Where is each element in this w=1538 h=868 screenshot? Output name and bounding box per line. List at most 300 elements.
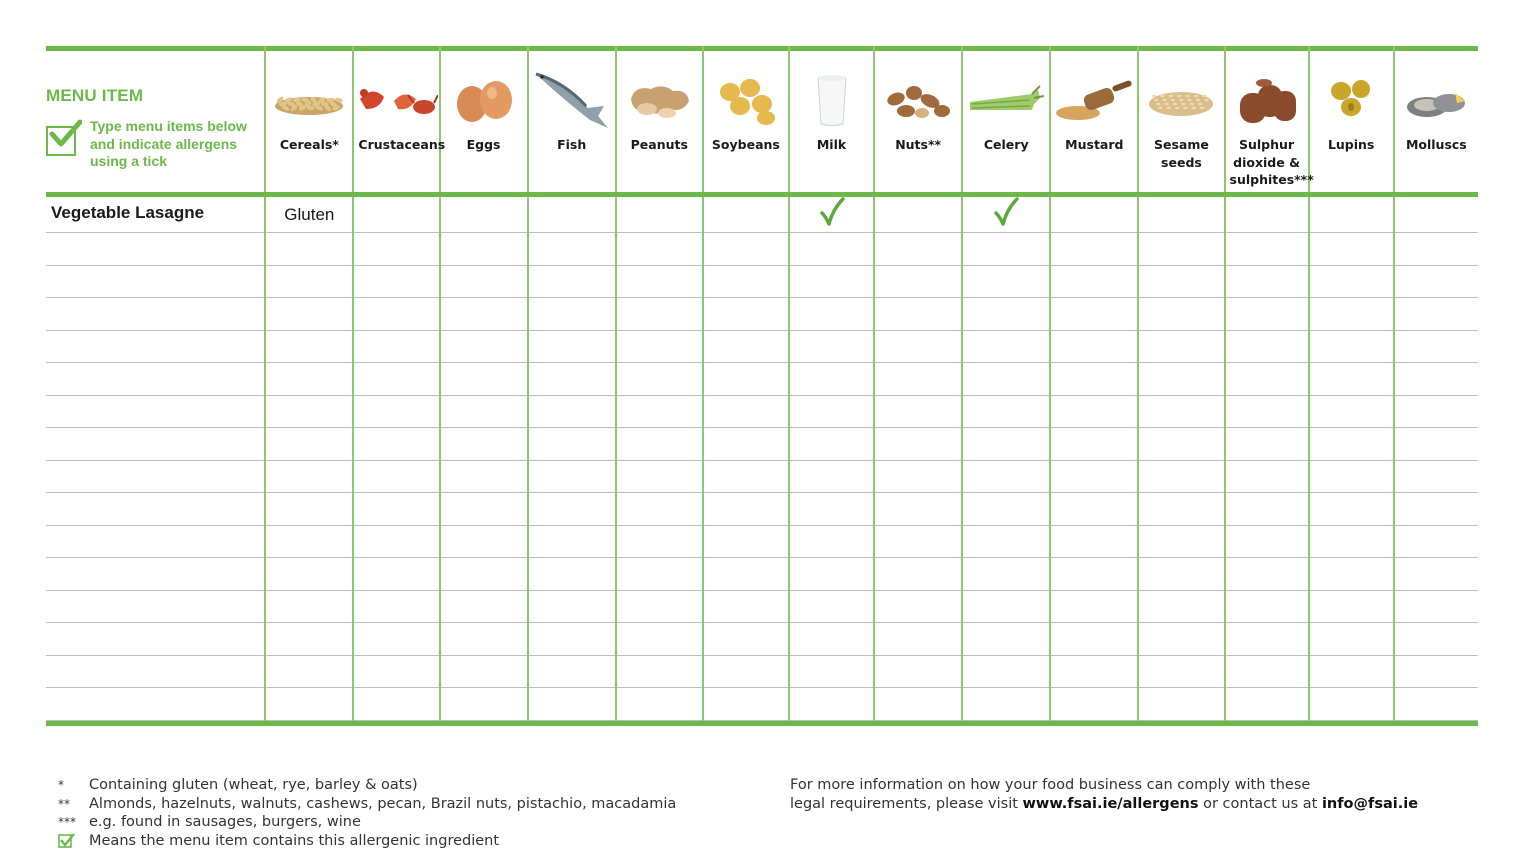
allergen-cell[interactable] [874, 298, 962, 331]
allergen-cell[interactable] [1050, 197, 1138, 233]
allergen-cell[interactable] [1394, 428, 1478, 461]
allergen-cell[interactable] [1225, 298, 1309, 331]
allergen-cell[interactable] [1138, 688, 1224, 721]
allergen-cell[interactable] [1138, 233, 1224, 266]
allergen-cell[interactable] [874, 233, 962, 266]
table-row [46, 623, 1478, 656]
allergen-cell[interactable] [1225, 623, 1309, 656]
allergen-label: Crustaceans [358, 137, 446, 152]
allergen-cell[interactable] [353, 460, 439, 493]
allergen-cell[interactable] [353, 655, 439, 688]
menu-item-cell[interactable] [46, 623, 265, 656]
allergen-cell[interactable] [1394, 493, 1478, 526]
allergen-cell[interactable] [528, 525, 616, 558]
allergen-header [703, 46, 789, 192]
allergen-cell[interactable] [1309, 395, 1394, 428]
allergen-cell[interactable] [789, 655, 874, 688]
allergen-cell[interactable] [1138, 330, 1224, 363]
allergen-cell[interactable] [874, 558, 962, 591]
allergen-cell[interactable] [1138, 655, 1224, 688]
allergen-cell[interactable] [1394, 460, 1478, 493]
allergen-cell[interactable] [528, 623, 616, 656]
allergen-label: Cereals* [279, 137, 339, 152]
allergen-cell[interactable] [1394, 363, 1478, 396]
menu-item-cell[interactable] [46, 688, 265, 721]
allergen-cell[interactable] [1309, 428, 1394, 461]
allergen-cell[interactable] [874, 363, 962, 396]
allergen-cell[interactable] [789, 688, 874, 721]
allergen-cell[interactable] [962, 330, 1050, 363]
allergen-cell[interactable] [440, 233, 528, 266]
menu-item-cell[interactable] [46, 363, 265, 396]
allergen-cell[interactable] [1309, 460, 1394, 493]
allergen-cell[interactable] [265, 590, 353, 623]
allergen-cell[interactable] [874, 525, 962, 558]
allergen-cell[interactable] [703, 330, 789, 363]
allergen-label: Mustard [1065, 137, 1124, 152]
allergen-cell[interactable] [616, 395, 703, 428]
allergen-cell[interactable] [1225, 460, 1309, 493]
allergen-cell[interactable] [1225, 363, 1309, 396]
allergen-cell[interactable] [1138, 590, 1224, 623]
table-row [46, 363, 1478, 396]
email-link[interactable]: info@fsai.ie [1321, 796, 1419, 812]
allergen-cell[interactable] [1138, 493, 1224, 526]
allergen-header [789, 46, 874, 192]
allergen-cell[interactable] [1309, 363, 1394, 396]
allergen-cell[interactable] [528, 558, 616, 591]
allergen-table [46, 46, 1478, 726]
allergen-cell[interactable] [265, 330, 353, 363]
allergen-cell[interactable] [874, 330, 962, 363]
sesame-icon [1139, 70, 1223, 132]
allergen-cell[interactable] [440, 558, 528, 591]
allergen-cell[interactable]: Gluten [265, 197, 353, 233]
footnote-mark: *** [58, 815, 76, 830]
allergen-cell[interactable] [528, 197, 616, 233]
allergen-cell[interactable] [528, 395, 616, 428]
table-row [46, 197, 1478, 233]
allergen-cell[interactable] [1309, 655, 1394, 688]
allergen-label: Molluscs [1405, 137, 1467, 152]
allergen-cell[interactable] [440, 395, 528, 428]
allergen-cell[interactable] [528, 298, 616, 331]
allergen-cell[interactable] [1225, 197, 1309, 233]
allergen-cell[interactable] [353, 233, 439, 266]
allergen-cell[interactable] [440, 363, 528, 396]
allergen-cell[interactable] [962, 428, 1050, 461]
footnote [58, 813, 676, 832]
allergen-cell[interactable] [528, 655, 616, 688]
allergen-cell[interactable] [440, 197, 528, 233]
allergen-header [1050, 46, 1138, 192]
allergen-cell[interactable] [616, 233, 703, 266]
allergen-cell[interactable] [874, 428, 962, 461]
allergen-cell[interactable] [353, 590, 439, 623]
menu-item-cell[interactable] [46, 330, 265, 363]
allergen-cell[interactable] [1050, 460, 1138, 493]
menu-item-cell[interactable]: Vegetable Lasagne [46, 197, 265, 233]
allergen-cell[interactable] [1050, 233, 1138, 266]
table-row [46, 655, 1478, 688]
allergen-cell[interactable] [1050, 493, 1138, 526]
allergen-cell[interactable] [528, 590, 616, 623]
allergen-cell[interactable] [1050, 428, 1138, 461]
allergen-cell[interactable] [789, 233, 874, 266]
allergen-cell[interactable] [440, 590, 528, 623]
allergen-cell[interactable] [1394, 233, 1478, 266]
allergen-header [353, 46, 446, 192]
allergen-header [1225, 46, 1314, 192]
allergen-label: Nuts** [895, 137, 942, 152]
allergen-cell[interactable] [353, 330, 439, 363]
allergen-cell[interactable] [962, 395, 1050, 428]
allergen-cell[interactable] [874, 460, 962, 493]
tick-icon[interactable] [962, 197, 1050, 233]
allergen-cell[interactable] [1050, 363, 1138, 396]
celery-icon [963, 70, 1049, 132]
footnote [58, 776, 676, 795]
allergen-cell[interactable] [528, 330, 616, 363]
menu-item-cell[interactable] [46, 298, 265, 331]
allergen-cell[interactable] [440, 330, 528, 363]
allergen-cell[interactable] [789, 330, 874, 363]
info-line-2 [790, 795, 1418, 814]
allergen-cell[interactable] [703, 395, 789, 428]
allergen-cell[interactable] [265, 655, 353, 688]
allergen-cell[interactable] [616, 363, 703, 396]
info-line-1: For more information on how your food business can comply with these [790, 777, 1311, 793]
allergen-cell[interactable] [353, 363, 439, 396]
menu-item-cell[interactable] [46, 428, 265, 461]
allergen-header [440, 46, 528, 192]
allergen-cell[interactable] [1050, 623, 1138, 656]
allergen-cell[interactable] [789, 265, 874, 298]
allergen-cell[interactable] [962, 655, 1050, 688]
allergen-cell[interactable] [616, 688, 703, 721]
allergen-cell[interactable] [440, 655, 528, 688]
milk-icon [790, 70, 873, 132]
allergen-cell[interactable] [1050, 298, 1138, 331]
allergen-cell[interactable] [1138, 197, 1224, 233]
allergen-cell[interactable] [703, 558, 789, 591]
table-row [46, 330, 1478, 363]
allergen-cell[interactable] [1138, 558, 1224, 591]
allergen-cell[interactable] [353, 558, 439, 591]
allergen-cell[interactable] [265, 688, 353, 721]
allergen-cell[interactable] [1225, 688, 1309, 721]
allergen-cell[interactable] [1309, 265, 1394, 298]
allergen-cell[interactable] [962, 460, 1050, 493]
allergen-cell[interactable] [1050, 558, 1138, 591]
allergen-cell[interactable] [440, 265, 528, 298]
menu-item-cell[interactable] [46, 265, 265, 298]
allergen-cell[interactable] [1138, 395, 1224, 428]
menu-item-cell[interactable] [46, 558, 265, 591]
allergen-cell[interactable] [1050, 655, 1138, 688]
allergen-cell[interactable] [528, 688, 616, 721]
footnote [58, 832, 676, 854]
allergen-cell[interactable] [1309, 558, 1394, 591]
mustard-icon [1051, 70, 1137, 132]
allergen-cell[interactable] [1138, 460, 1224, 493]
allergen-cell[interactable] [1050, 525, 1138, 558]
allergen-cell[interactable] [353, 623, 439, 656]
allergen-cell[interactable] [265, 233, 353, 266]
allergen-cell[interactable] [1309, 298, 1394, 331]
website-link[interactable]: www.fsai.ie/allergens [1022, 796, 1199, 812]
allergen-cell[interactable] [703, 363, 789, 396]
tick-box-icon [46, 118, 78, 154]
allergen-cell[interactable] [1225, 265, 1309, 298]
allergen-cell[interactable] [1309, 590, 1394, 623]
footnote-text: Containing gluten (wheat, rye, barley & oats) [89, 777, 418, 793]
allergen-cell[interactable] [703, 688, 789, 721]
allergen-cell[interactable] [1138, 623, 1224, 656]
allergen-cell[interactable] [703, 493, 789, 526]
allergen-cell[interactable] [789, 525, 874, 558]
allergen-cell[interactable] [874, 688, 962, 721]
allergen-cell[interactable] [1394, 330, 1478, 363]
allergen-cell[interactable] [1225, 558, 1309, 591]
allergen-cell[interactable] [1225, 493, 1309, 526]
menu-item-cell[interactable] [46, 493, 265, 526]
allergen-cell[interactable] [440, 688, 528, 721]
allergen-cell[interactable] [789, 460, 874, 493]
allergen-cell[interactable] [616, 558, 703, 591]
allergen-cell[interactable] [1138, 525, 1224, 558]
menu-item-cell[interactable] [46, 395, 265, 428]
allergen-cell[interactable] [874, 590, 962, 623]
allergen-cell[interactable] [616, 460, 703, 493]
allergen-cell[interactable] [703, 265, 789, 298]
allergen-cell[interactable] [962, 688, 1050, 721]
allergen-cell[interactable] [616, 428, 703, 461]
allergen-cell[interactable] [874, 623, 962, 656]
allergen-cell[interactable] [616, 265, 703, 298]
allergen-cell[interactable] [528, 233, 616, 266]
table-row [46, 298, 1478, 331]
menu-item-cell[interactable] [46, 655, 265, 688]
allergen-cell[interactable] [789, 428, 874, 461]
allergen-cell[interactable] [1050, 265, 1138, 298]
allergen-cell[interactable] [616, 197, 703, 233]
info-text-part: or contact us at [1198, 796, 1322, 812]
allergen-label: Sulphur dioxide & sulphites*** [1229, 137, 1314, 187]
menu-item-cell[interactable] [46, 590, 265, 623]
allergen-label: Fish [557, 137, 587, 152]
allergen-cell[interactable] [703, 298, 789, 331]
allergen-cell[interactable] [265, 395, 353, 428]
allergen-cell[interactable] [1050, 688, 1138, 721]
allergen-cell[interactable] [1050, 590, 1138, 623]
crustaceans-icon [354, 70, 438, 132]
menu-item-cell[interactable] [46, 233, 265, 266]
allergen-cell[interactable] [353, 395, 439, 428]
allergen-cell[interactable] [874, 197, 962, 233]
allergen-cell[interactable] [1394, 197, 1478, 233]
instruction-text: Type menu items below and indicate allergens using a tick [90, 118, 247, 169]
allergen-label: Lupins [1327, 137, 1375, 152]
allergen-cell[interactable] [703, 623, 789, 656]
allergen-cell[interactable] [616, 493, 703, 526]
allergen-cell[interactable] [789, 363, 874, 396]
allergen-cell[interactable] [440, 525, 528, 558]
nuts-icon [875, 70, 961, 132]
allergen-cell[interactable] [265, 558, 353, 591]
allergen-cell[interactable] [1225, 330, 1309, 363]
allergen-cell[interactable] [616, 655, 703, 688]
allergen-cell[interactable] [1309, 525, 1394, 558]
oysters-icon [1395, 70, 1478, 132]
allergen-cell[interactable] [353, 265, 439, 298]
allergen-cell[interactable] [1394, 265, 1478, 298]
allergen-cell[interactable] [528, 363, 616, 396]
allergen-cell[interactable] [1225, 233, 1309, 266]
allergen-cell[interactable] [265, 428, 353, 461]
allergen-label: Milk [816, 137, 847, 152]
table-row [46, 265, 1478, 298]
allergen-cell[interactable] [440, 428, 528, 461]
allergen-cell[interactable] [789, 558, 874, 591]
allergen-cell[interactable] [353, 298, 439, 331]
allergen-cell[interactable] [789, 493, 874, 526]
allergen-cell[interactable] [440, 493, 528, 526]
allergen-cell[interactable] [616, 590, 703, 623]
allergen-cell[interactable] [265, 623, 353, 656]
allergen-cell[interactable] [1225, 655, 1309, 688]
allergen-cell[interactable] [1309, 233, 1394, 266]
allergen-cell[interactable] [703, 197, 789, 233]
allergen-cell[interactable] [1138, 298, 1224, 331]
allergen-header [874, 46, 962, 192]
allergen-cell[interactable] [962, 298, 1050, 331]
allergen-cell[interactable] [703, 655, 789, 688]
menu-item-header [46, 46, 265, 192]
allergen-cell[interactable] [616, 330, 703, 363]
instruction [46, 118, 264, 171]
table-row [46, 493, 1478, 526]
menu-item-cell[interactable] [46, 525, 265, 558]
allergen-chart [46, 46, 1478, 726]
allergen-cell[interactable] [1225, 428, 1309, 461]
allergen-cell[interactable] [1138, 428, 1224, 461]
allergen-cell[interactable] [528, 493, 616, 526]
table-row [46, 590, 1478, 623]
allergen-cell[interactable] [353, 493, 439, 526]
menu-rows [46, 197, 1478, 720]
allergen-cell[interactable] [874, 265, 962, 298]
allergen-cell[interactable] [1394, 688, 1478, 721]
allergen-cell[interactable] [265, 525, 353, 558]
allergen-cell[interactable] [1309, 493, 1394, 526]
footnote-mark: * [58, 778, 64, 792]
allergen-cell[interactable] [528, 265, 616, 298]
allergen-cell[interactable] [962, 590, 1050, 623]
allergen-cell[interactable] [353, 688, 439, 721]
allergen-cell[interactable] [1394, 395, 1478, 428]
lupins-icon [1310, 70, 1393, 132]
allergen-cell[interactable] [1394, 525, 1478, 558]
allergen-cell[interactable] [703, 525, 789, 558]
allergen-cell[interactable] [703, 460, 789, 493]
allergen-cell[interactable] [1394, 558, 1478, 591]
allergen-cell[interactable] [440, 623, 528, 656]
allergen-cell[interactable] [353, 428, 439, 461]
allergen-cell[interactable] [1309, 623, 1394, 656]
allergen-cell[interactable] [962, 525, 1050, 558]
allergen-cell[interactable] [265, 298, 353, 331]
info-text [790, 776, 1418, 814]
allergen-cell[interactable] [1138, 363, 1224, 396]
allergen-cell[interactable] [616, 298, 703, 331]
allergen-cell[interactable] [1394, 298, 1478, 331]
allergen-cell[interactable] [616, 623, 703, 656]
allergen-cell[interactable] [789, 590, 874, 623]
allergen-cell[interactable] [1309, 197, 1394, 233]
allergen-cell[interactable] [962, 233, 1050, 266]
allergen-cell[interactable] [616, 525, 703, 558]
allergen-cell[interactable] [962, 265, 1050, 298]
info-text-part: legal requirements, please visit [790, 796, 1023, 812]
allergen-header [1394, 46, 1478, 192]
allergen-cell[interactable] [1050, 395, 1138, 428]
allergen-cell[interactable] [1138, 265, 1224, 298]
allergen-header [265, 46, 353, 192]
allergen-cell[interactable] [703, 233, 789, 266]
allergen-cell[interactable] [265, 460, 353, 493]
allergen-cell[interactable] [1225, 590, 1309, 623]
table-row [46, 428, 1478, 461]
allergen-cell[interactable] [962, 623, 1050, 656]
allergen-cell[interactable] [789, 623, 874, 656]
allergen-header [616, 46, 703, 192]
allergen-cell[interactable] [703, 590, 789, 623]
allergen-cell[interactable] [265, 363, 353, 396]
allergen-cell[interactable] [1225, 395, 1309, 428]
tick-legend-icon [58, 832, 89, 854]
allergen-cell[interactable] [1309, 688, 1394, 721]
allergen-cell[interactable] [1225, 525, 1309, 558]
allergen-cell[interactable] [874, 493, 962, 526]
allergen-cell[interactable] [353, 525, 439, 558]
allergen-cell[interactable] [874, 395, 962, 428]
allergen-cell[interactable] [874, 655, 962, 688]
allergen-cell[interactable] [440, 460, 528, 493]
allergen-cell[interactable] [962, 363, 1050, 396]
allergen-cell[interactable] [440, 298, 528, 331]
allergen-cell[interactable] [1394, 623, 1478, 656]
allergen-cell[interactable] [1050, 330, 1138, 363]
allergen-cell[interactable] [1394, 655, 1478, 688]
allergen-cell[interactable] [528, 428, 616, 461]
allergen-cell[interactable] [265, 493, 353, 526]
allergen-cell[interactable] [1394, 590, 1478, 623]
soybeans-icon [704, 70, 788, 132]
allergen-cell[interactable] [265, 265, 353, 298]
allergen-cell[interactable] [789, 395, 874, 428]
tick-icon[interactable] [789, 197, 874, 233]
allergen-cell[interactable] [789, 298, 874, 331]
allergen-cell[interactable] [1309, 330, 1394, 363]
allergen-cell[interactable] [703, 428, 789, 461]
allergen-cell[interactable] [962, 558, 1050, 591]
menu-item-cell[interactable] [46, 460, 265, 493]
table-row [46, 688, 1478, 721]
allergen-cell[interactable] [962, 493, 1050, 526]
allergen-cell[interactable] [353, 197, 439, 233]
allergen-cell[interactable] [528, 460, 616, 493]
